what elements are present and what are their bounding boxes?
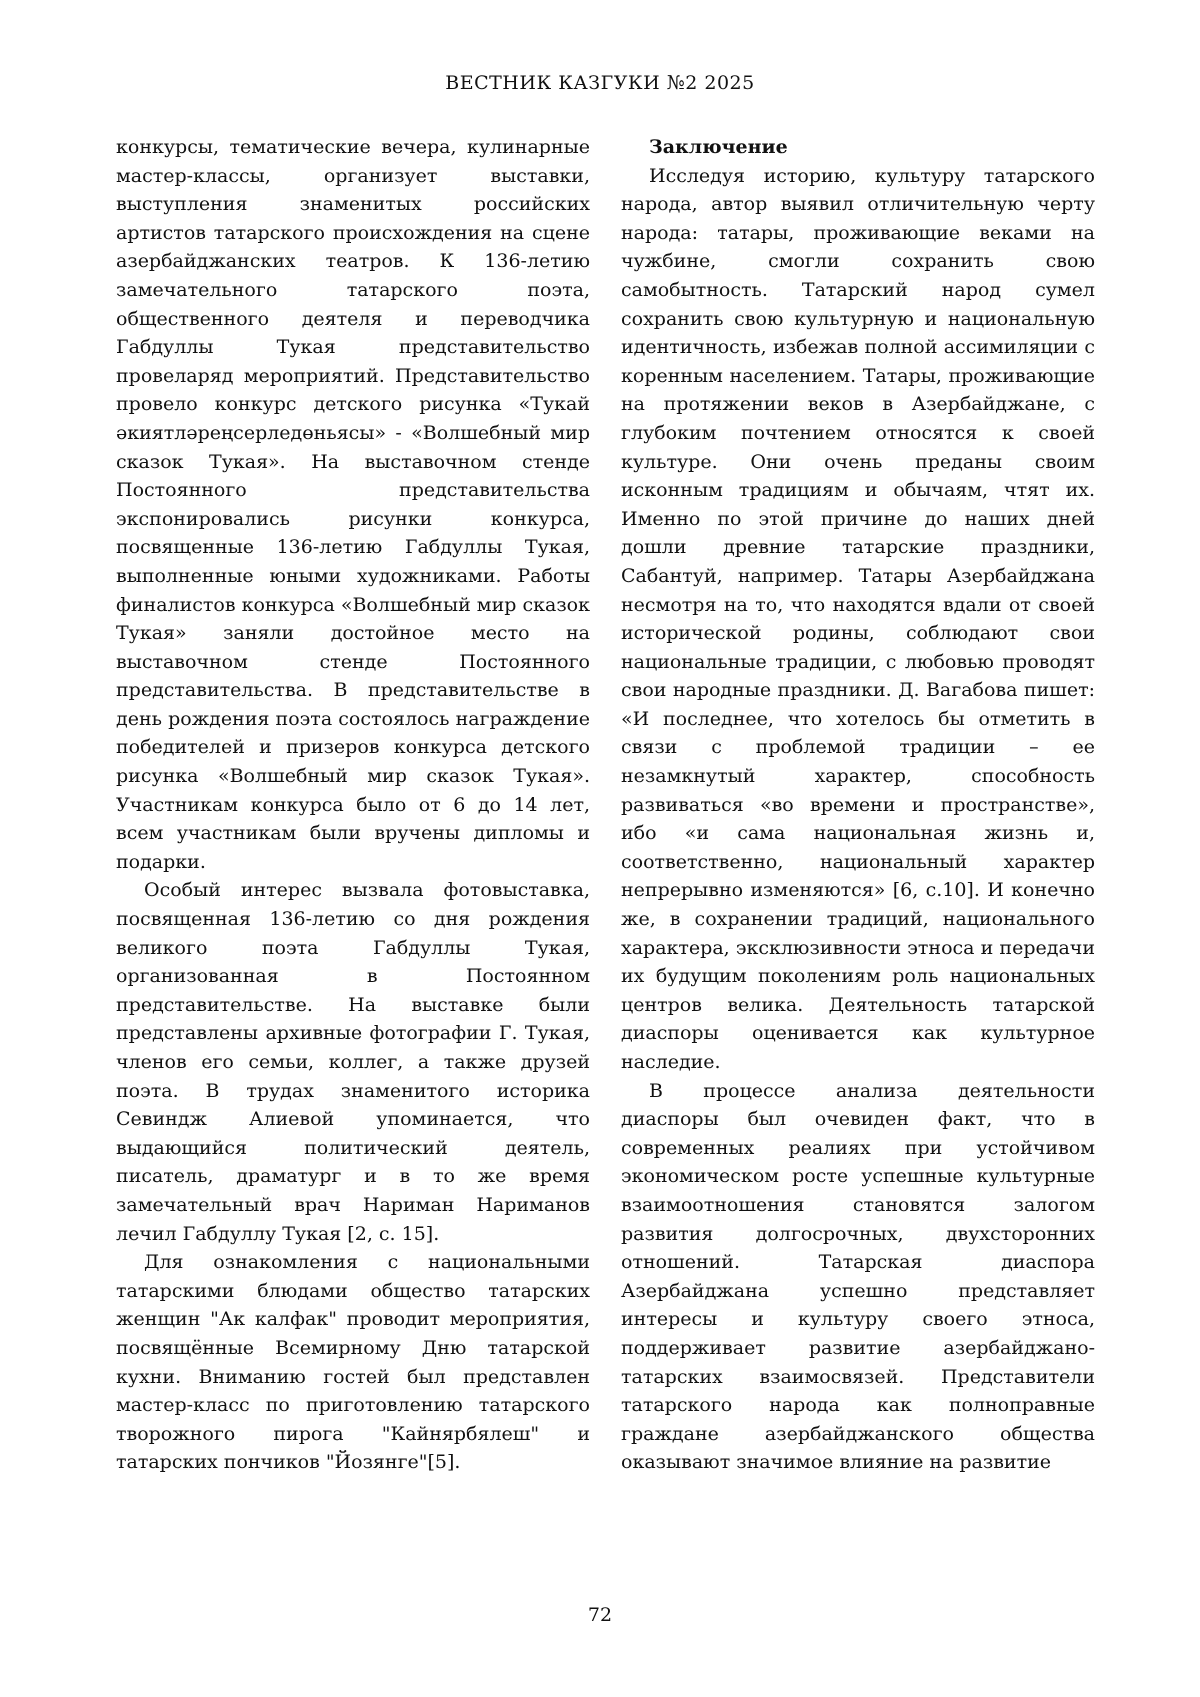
body-paragraph: В процессе анализа деятельности диаспоры был очевиден факт, что в современных реалиях при устойчивом экономическом росте успешные культурные взаимоотношения становятся залогом развития долгосрочных, двухсторонних отношений. Татарская диаспора Азербайджана успешно представляет интересы и культуру своего этноса, поддерживает развитие азербайджано-татарских взаимосвязей. Представители татарского народа как полноправные граждане азербайджанского общества оказывают значимое влияние на развитие xyxy=(621,1079,1095,1474)
body-paragraph: Исследуя историю, культуру татарского народа, автор выявил отличительную черту народа: татары, проживающие веками на чужбине, смогли сохранить свою самобытность. Татарский народ сумел сохранить свою культурную и национальную идентичность, избежав полной ассимиляции с коренным населением. Татары, проживающие на протяжении веков в Азербайджане, с глубоким почтением относятся к своей культуре. Они очень преданы своим исконным традициям и обычаям, чтят их. Именно по этой причине до наших дней дошли древние татарские праздники, Сабантуй, например. Татары Азербайджана несмотря на то, что находятся вдали от своей исторической родины, соблюдают свои национальные традиции, с любовью проводят свои народные праздники. Д. Вагабова пишет: «И последнее, что хотелось бы отметить в связи с проблемой традиции – ее незамкнутый характер, способность развиваться «во времени и пространстве», ибо «и сама национальная жизнь и, соответственно, национальный характер непрерывно изменяются» [6, с.10]. И конечно же, в сохранении традиций, национального характера, эксклюзивности этноса и передачи их будущим поколениям роль национальных центров велика. Деятельность татарской диаспоры оценивается как культурное наследие. xyxy=(621,164,1095,1073)
section-heading-conclusion: Заключение xyxy=(649,136,788,158)
body-paragraph: Для ознакомления с национальными татарскими блюдами общество татарских женщин "Ак калфак" проводит мероприятия, посвящённые Всемирному Дню татарской кухни. Вниманию гостей был представлен мастер-класс по приготовлению татарского творожного пирога "Кайнярбялеш" и татарских пончиков "Йозянге"[5]. xyxy=(116,1251,590,1474)
page-number: 72 xyxy=(587,1604,613,1626)
body-paragraph: Особый интерес вызвала фотовыставка, посвященная 136-летию со дня рождения великого поэта Габдуллы Тукая, организованная в Постоянном представительстве. На выставке были представлены архивные фотографии Г. Тукая, членов его семьи, коллег, а также друзей поэта. В трудах знаменитого историка Севиндж Алиевой упоминается, что выдающийся политический деятель, писатель, драматург и в то же время замечательный врач Нариман Нариманов лечил Габдуллу Тукая [2, с. 15]. xyxy=(116,879,590,1245)
left-column xyxy=(116,133,590,1477)
body-paragraph: конкурсы, тематические вечера, кулинарные мастер-классы, организует выставки, выступления знаменитых российских артистов татарского происхождения на сцене азербайджанских театров. К 136-летию замечательного татарского поэта, общественного деятеля и переводчика Габдуллы Тукая представительство провеларяд мероприятий. Представительство провело конкурс детского рисунка «Тукай әкиятләреңсерледөньясы» - «Волшебный мир сказок Тукая». На выставочном стенде Постоянного представительства экспонировались рисунки конкурса, посвященные 136-летию Габдуллы Тукая, выполненные юными художниками. Работы финалистов конкурса «Волшебный мир сказок Тукая» заняли достойное место на выставочном стенде Постоянного представительства. В представительстве в день рождения поэта состоялось награждение победителей и призеров конкурса детского рисунка «Волшебный мир сказок Тукая». Участникам конкурса было от 6 до 14 лет, всем участникам были вручены дипломы и подарки. xyxy=(116,136,590,873)
right-column xyxy=(621,133,1095,1477)
journal-header: ВЕСТНИК КАЗГУКИ №2 2025 xyxy=(445,72,755,94)
